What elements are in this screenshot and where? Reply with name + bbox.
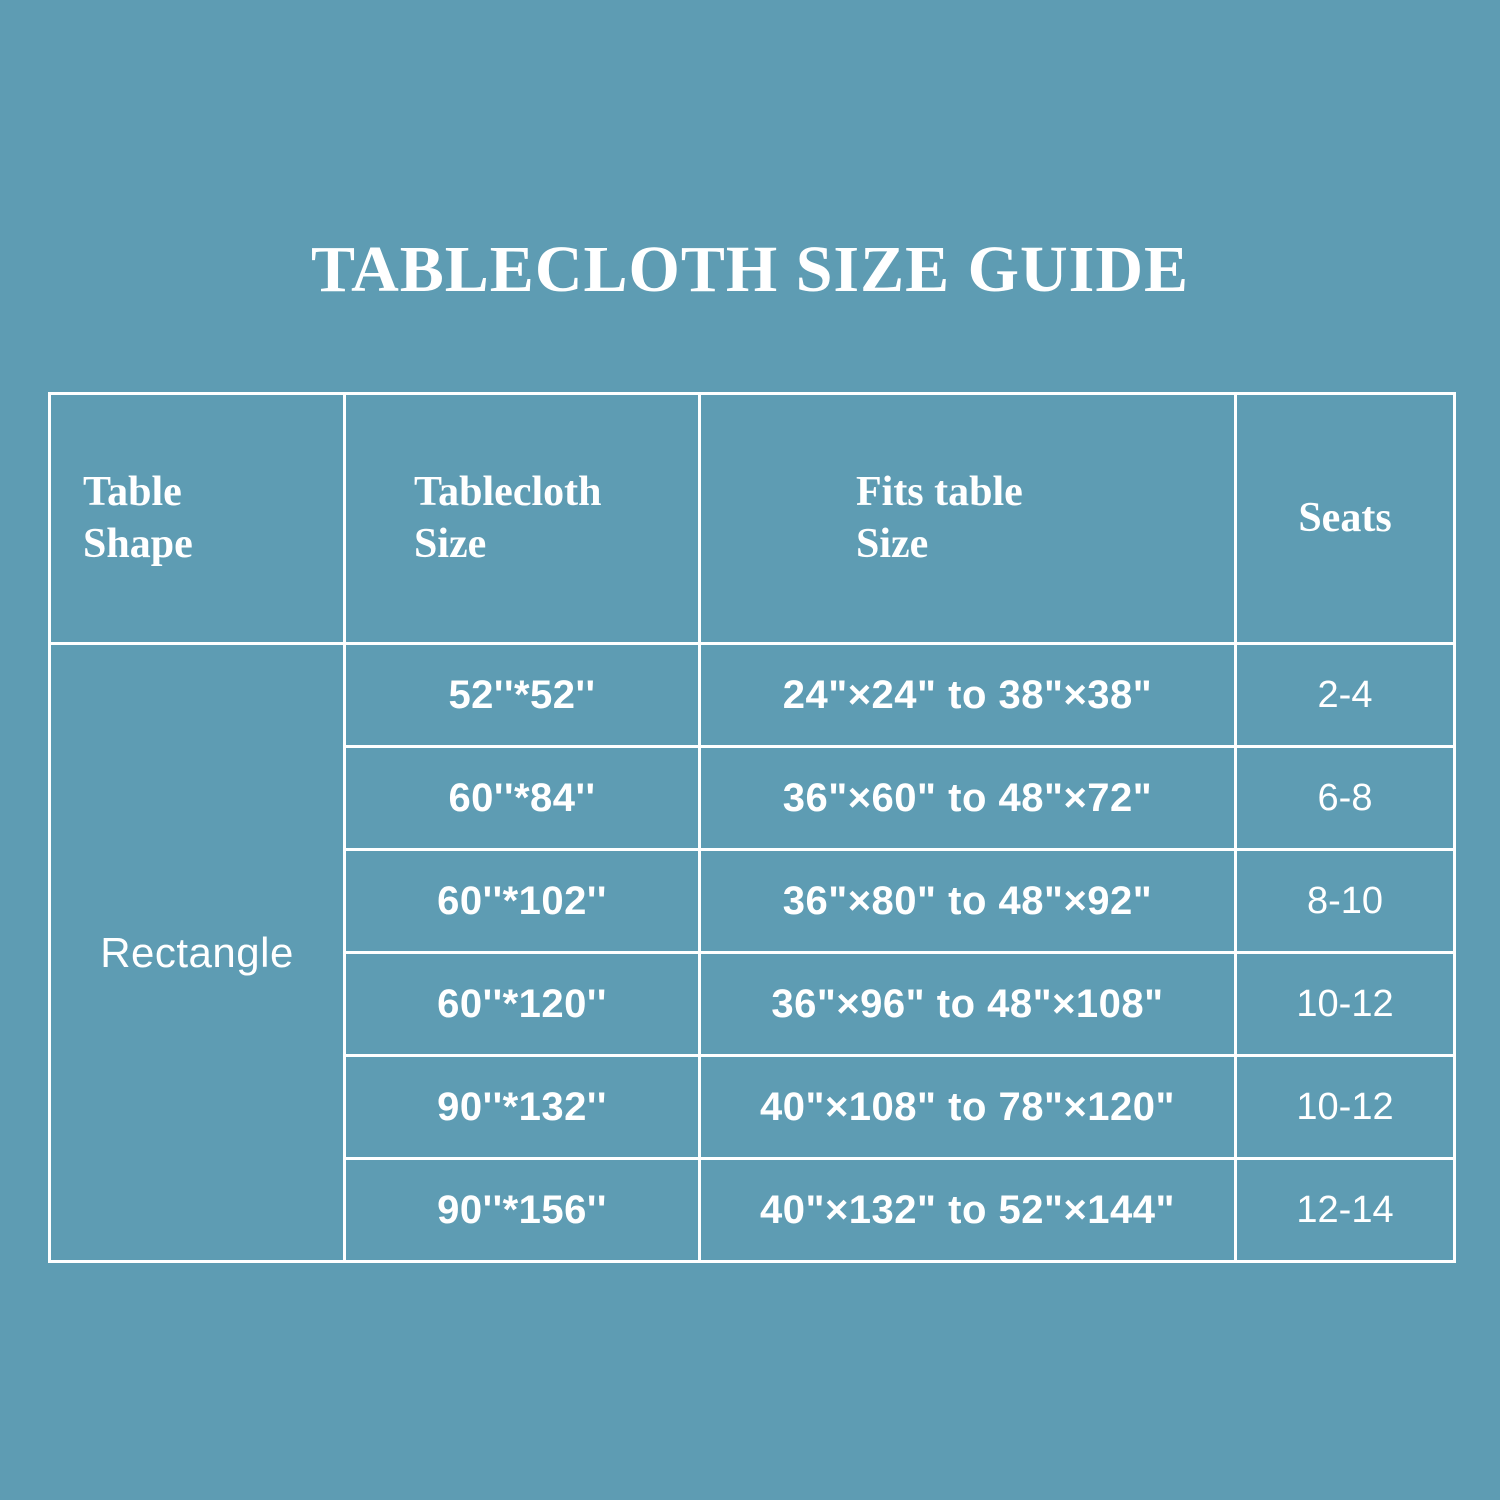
cell-seats: 12-14 (1236, 1159, 1455, 1262)
cell-fits-table-size: 36"×60" to 48"×72" (700, 747, 1236, 850)
cell-seats: 10-12 (1236, 1056, 1455, 1159)
cell-tablecloth-size: 52''*52'' (345, 644, 700, 747)
table-header (50, 394, 1455, 644)
cell-seats: 2-4 (1236, 644, 1455, 747)
column-header-tablecloth-size-line2: Size (414, 520, 487, 567)
cell-seats: 8-10 (1236, 850, 1455, 953)
cell-table-shape-rectangle: Rectangle (50, 644, 345, 1262)
cell-tablecloth-size: 60''*84'' (345, 747, 700, 850)
cell-fits-table-size: 40"×132" to 52"×144" (700, 1159, 1236, 1262)
cell-fits-table-size: 40"×108" to 78"×120" (700, 1056, 1236, 1159)
cell-tablecloth-size: 90''*156'' (345, 1159, 700, 1262)
table-header-row (50, 394, 1455, 644)
column-header-table-shape (50, 394, 345, 644)
table-row (50, 644, 1455, 747)
column-header-fits-table-size-line2: Size (856, 520, 929, 567)
column-header-fits-table-size (700, 394, 1236, 644)
cell-tablecloth-size: 60''*102'' (345, 850, 700, 953)
column-header-tablecloth-size (345, 394, 700, 644)
column-header-tablecloth-size-line1: Tablecloth (414, 469, 602, 516)
table-body (50, 644, 1455, 1262)
column-header-fits-table-size-line1: Fits table (856, 469, 1023, 516)
column-header-table-shape-line2: Shape (83, 520, 193, 567)
cell-seats: 6-8 (1236, 747, 1455, 850)
cell-fits-table-size: 36"×80" to 48"×92" (700, 850, 1236, 953)
column-header-table-shape-line1: Table (83, 469, 182, 516)
size-guide-table-container (48, 392, 1453, 1263)
size-guide-table (48, 392, 1456, 1263)
cell-seats: 10-12 (1236, 953, 1455, 1056)
cell-tablecloth-size: 90''*132'' (345, 1056, 700, 1159)
column-header-seats: Seats (1236, 394, 1455, 644)
page-title: TABLECLOTH SIZE GUIDE (310, 233, 1190, 306)
cell-fits-table-size: 36"×96" to 48"×108" (700, 953, 1236, 1056)
cell-fits-table-size: 24"×24" to 38"×38" (700, 644, 1236, 747)
cell-tablecloth-size: 60''*120'' (345, 953, 700, 1056)
